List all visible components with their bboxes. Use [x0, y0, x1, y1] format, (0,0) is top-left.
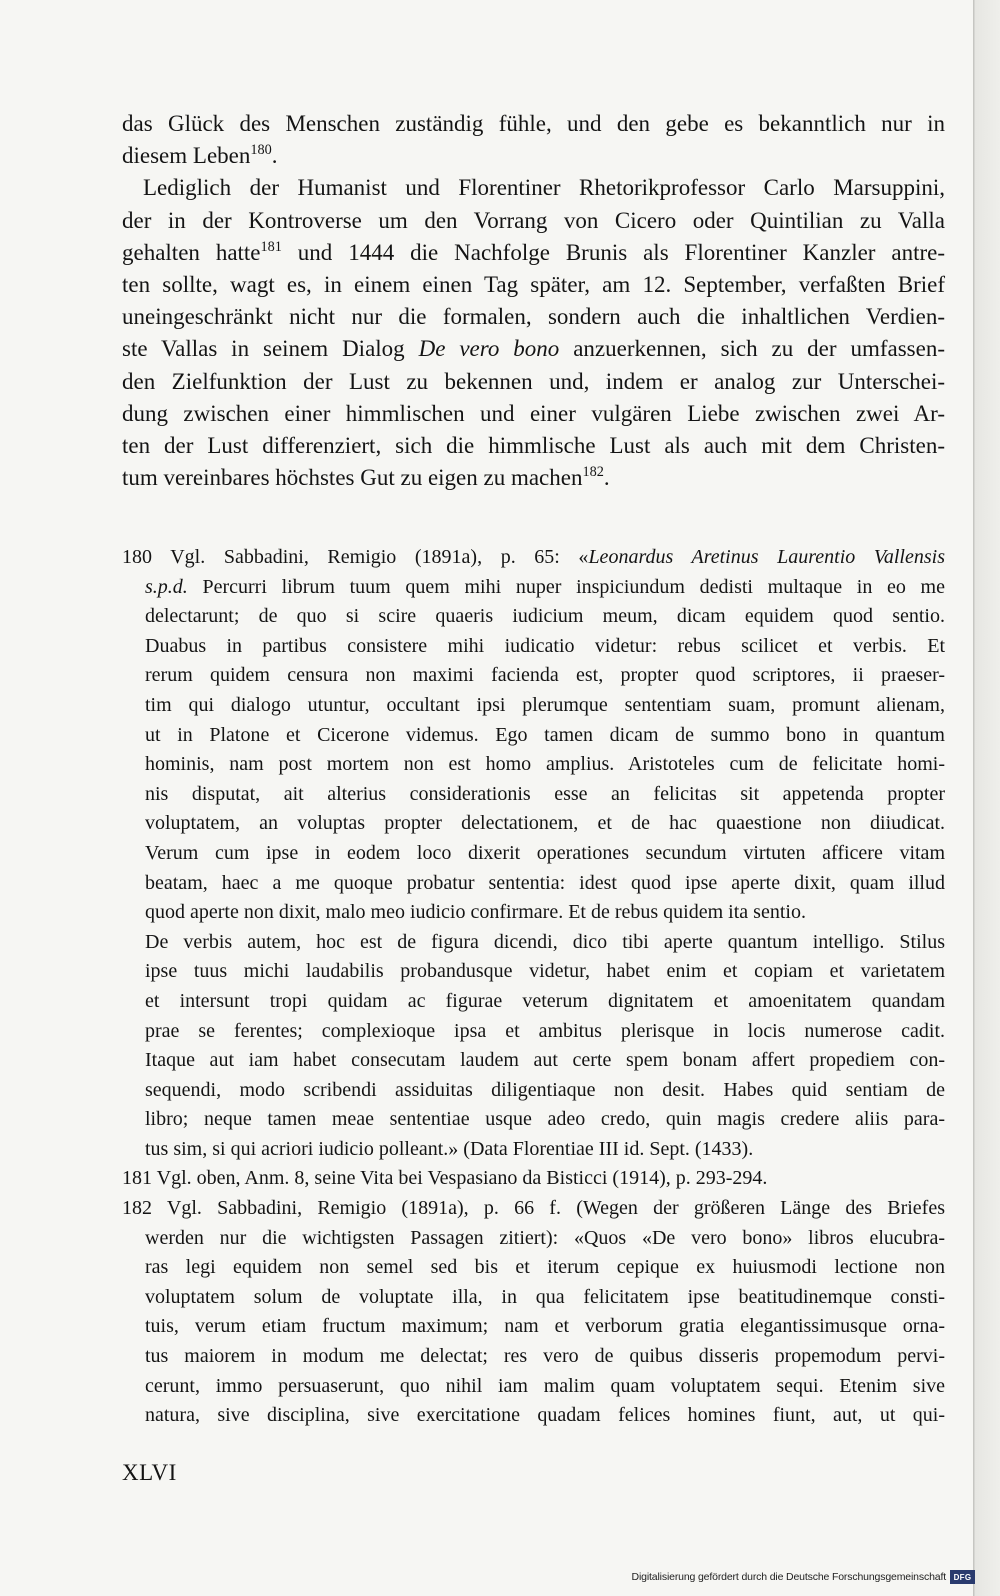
footnote-line [145, 1017, 945, 1047]
text-run: ras legi equidem non semel sed bis et iterum cepique ex huiusmodi lectione non [145, 1256, 945, 1279]
footnote-paragraph [122, 1194, 945, 1431]
text-run: Itaque aut iam habet consecutam laudem aut certe spem bonam affert propediem con- [145, 1049, 945, 1072]
footnote-line [122, 1164, 945, 1194]
text-run: beatam, haec a me quoque probatur sententia: idest quod ipse aperte dixit, quam illud [145, 871, 945, 894]
text-run: tuis, verum etiam fructum maximum; nam et verborum gratia elegantissimusque orna- [145, 1315, 945, 1338]
text-run: tus maiorem in modum me delectat; res vero de quibus disseris propemodum pervi- [145, 1345, 945, 1368]
text-run: ipse tuus michi laudabilis probandusque videtur, habet enim et copiam et varietatem [145, 960, 945, 983]
footnote-line [145, 957, 945, 987]
text-run: libro; neque tamen meae sententiae usque adeo credo, quin magis credere aliis para- [145, 1108, 945, 1131]
footnote-paragraph [122, 1164, 945, 1194]
text-run: Verum cum ipse in eodem loco dixerit operationes secundum virtuten afficere vitam [145, 841, 945, 864]
text-run: ten der Lust differenziert, sich die himmlische Lust als auch mit dem Christen- [122, 433, 945, 459]
italic-text: s.p.d. [145, 575, 188, 598]
text-run: prae se ferentes; complexioque ipsa et ambitus plerisque in locis numerose cadit. [145, 1019, 945, 1042]
footnote-line [145, 1253, 945, 1283]
footnote-line [145, 928, 945, 958]
footnote-180 [122, 543, 945, 1164]
text-run: ut in Platone et Cicerone videmus. Ego tamen dicam de summo bono in quantum [145, 723, 945, 746]
text-run: De verbis autem, hoc est de figura dicendi, dico tibi aperte quantum intelligo. Stilus [145, 930, 945, 953]
footnote-reference: 180 [250, 142, 272, 159]
text-run: das Glück des Menschen zuständig fühle, und den gebe es bekanntlich nur in [122, 111, 945, 136]
text-run: voluptatem solum de voluptate illa, in qua felicitatem ipse beatitudinemque consti- [145, 1285, 945, 1308]
text-run: tus sim, si qui acriori iudicio polleant.» (Data Florentiae III id. Sept. (1433). [145, 1137, 754, 1160]
body-line [122, 430, 945, 462]
footnotes [122, 543, 945, 1431]
text-run: Vgl. Sabbadini, Remigio (1891a), p. 65: « [170, 546, 589, 568]
footnote-line [145, 869, 945, 899]
text-run: natura, sive disciplina, sive exercitatione quadam felices homines fiunt, aut, ut qui- [145, 1404, 945, 1427]
text-run: . [271, 143, 278, 169]
text-run: delectarunt; de quo si scire quaeris iudicium meum, dicam equidem quod sentio. [145, 605, 945, 628]
footnote-line [145, 750, 945, 780]
footnote-line [145, 987, 945, 1017]
text-run: tim qui dialogo utuntur, occultant ipsi plerumque sententiam suam, promunt alienam, [145, 693, 945, 716]
footnote-line [145, 1372, 945, 1402]
body-line [122, 140, 945, 172]
text-run: Vgl. oben, Anm. 8, seine Vita bei Vespasiano da Bisticci (1914), p. 293-294. [156, 1167, 768, 1190]
body-line [122, 301, 945, 333]
footnote-line [145, 602, 945, 632]
footnote-line [145, 1076, 945, 1106]
text-run: und 1444 die Nachfolge Brunis als Florentiner Kanzler antre- [281, 239, 945, 265]
text-run: uneingeschränkt nicht nur die formalen, sondern auch die inhaltlichen Verdien- [122, 304, 945, 330]
text-run: diesem Leben [122, 143, 251, 169]
footnote-line [145, 1046, 945, 1076]
footnote-line [145, 1105, 945, 1135]
dfg-logo-text: DFG [953, 1572, 972, 1582]
footnote-line [145, 898, 945, 928]
dfg-logo [950, 1570, 975, 1584]
text-run: gehalten hatte [122, 239, 261, 265]
footnote-line [145, 1224, 945, 1254]
text-run: ten sollte, wagt es, in einem einen Tag später, am 12. September, verfaßten Brief [122, 272, 945, 298]
italic-text: De vero bono [418, 336, 560, 362]
footnote-number: 180 [122, 546, 152, 568]
text-run: nis disputat, ait alterius considerationis esse an felicitas sit appetenda propter [145, 782, 945, 805]
footnote-line [145, 691, 945, 721]
digitization-credit [632, 1570, 946, 1584]
text-run: Lediglich der Humanist und Florentiner Rhetorikprofessor Carlo Marsuppini, [143, 175, 945, 201]
footnote-line [145, 809, 945, 839]
italic-text: Leonardus Aretinus Laurentio Vallensis [588, 546, 945, 568]
footnote-paragraph [122, 543, 945, 928]
text-run: . [603, 465, 610, 491]
footnote-line [145, 839, 945, 869]
body-line [122, 108, 945, 140]
footnote-line [145, 1135, 945, 1165]
scan-page-edge [973, 0, 1000, 1596]
body-line [122, 462, 945, 494]
body-line [122, 269, 945, 301]
footnote-reference: 181 [260, 238, 282, 255]
footnote-line [145, 780, 945, 810]
text-run: voluptatem, an voluptas propter delectationem, et de hac quaestione non diiudicat. [145, 812, 945, 835]
text-run: tum vereinbares höchstes Gut zu eigen zu machen [122, 465, 583, 491]
body-paragraph [122, 108, 945, 172]
footnote-181 [122, 1164, 945, 1194]
text-run: rerum quidem censura non maximi facienda est, propter quod scriptores, ii praeser- [145, 664, 945, 687]
text-run: quod aperte non dixit, malo meo iudicio confirmare. Et de rebus quidem ita sentio. [145, 901, 806, 924]
main-text [122, 108, 945, 494]
footnote-line [145, 1312, 945, 1342]
footnote-line [145, 632, 945, 662]
text-run: hominis, nam post mortem non est homo amplius. Aristoteles cum de felicitate homi- [145, 753, 945, 776]
footnote-line [122, 1194, 945, 1224]
body-line [122, 398, 945, 430]
page-number: XLVI [122, 1460, 177, 1485]
footnote-number: 182 [122, 1197, 152, 1220]
text-run: Percurri librum tuum quem mihi nuper inspiciundum dedisti multaque in eo me [187, 575, 945, 598]
body-line [122, 172, 945, 204]
text-run: sequendi, modo scribendi assiduitas diligentiaque non desit. Habes quid sentiam de [145, 1078, 945, 1101]
body-line [122, 333, 945, 365]
body-line [122, 205, 945, 237]
text-run: der in der Kontroverse um den Vorrang von Cicero oder Quintilian zu Valla [122, 207, 945, 233]
text-run: Duabus in partibus consistere mihi iudicatio videtur: rebus scilicet et verbis. Et [145, 634, 945, 657]
text-run: den Zielfunktion der Lust zu bekennen und, indem er analog zur Unterschei- [122, 368, 945, 394]
text-run: anzuerkennen, sich zu der umfassen- [559, 336, 945, 362]
text-run: dung zwischen einer himmlischen und einer vulgären Liebe zwischen zwei Ar- [122, 400, 945, 426]
text-run: cerunt, immo persuaserunt, quo nihil iam malim quam voluptatem sequi. Etenim sive [145, 1374, 945, 1397]
footnote-line [145, 573, 945, 603]
body-paragraph [122, 172, 945, 494]
footnote-number: 181 [122, 1167, 152, 1190]
footnote-reference: 182 [582, 464, 604, 481]
footnote-line [145, 1283, 945, 1313]
footnote-line [145, 661, 945, 691]
footnote-line [145, 721, 945, 751]
footnote-paragraph [122, 928, 945, 1165]
footnote-line [145, 1401, 945, 1431]
text-run: werden nur die wichtigsten Passagen zitiert): «Quos «De vero bono» libros elucubra- [145, 1226, 945, 1249]
footnote-line [145, 1342, 945, 1372]
text-run: ste Vallas in seinem Dialog [122, 336, 419, 362]
footnote-182 [122, 1194, 945, 1431]
body-line [122, 237, 945, 269]
credit-text: Digitalisierung gefördert durch die Deutsche Forschungsgemeinschaft [631, 1571, 946, 1583]
footnote-line [122, 543, 945, 573]
text-run: Vgl. Sabbadini, Remigio (1891a), p. 66 f. (Wegen der größeren Länge des Briefes [166, 1197, 946, 1220]
text-run: et intersunt tropi quidam ac figurae veterum dignitatem et amoenitatem quandam [145, 989, 945, 1012]
body-line [122, 366, 945, 398]
